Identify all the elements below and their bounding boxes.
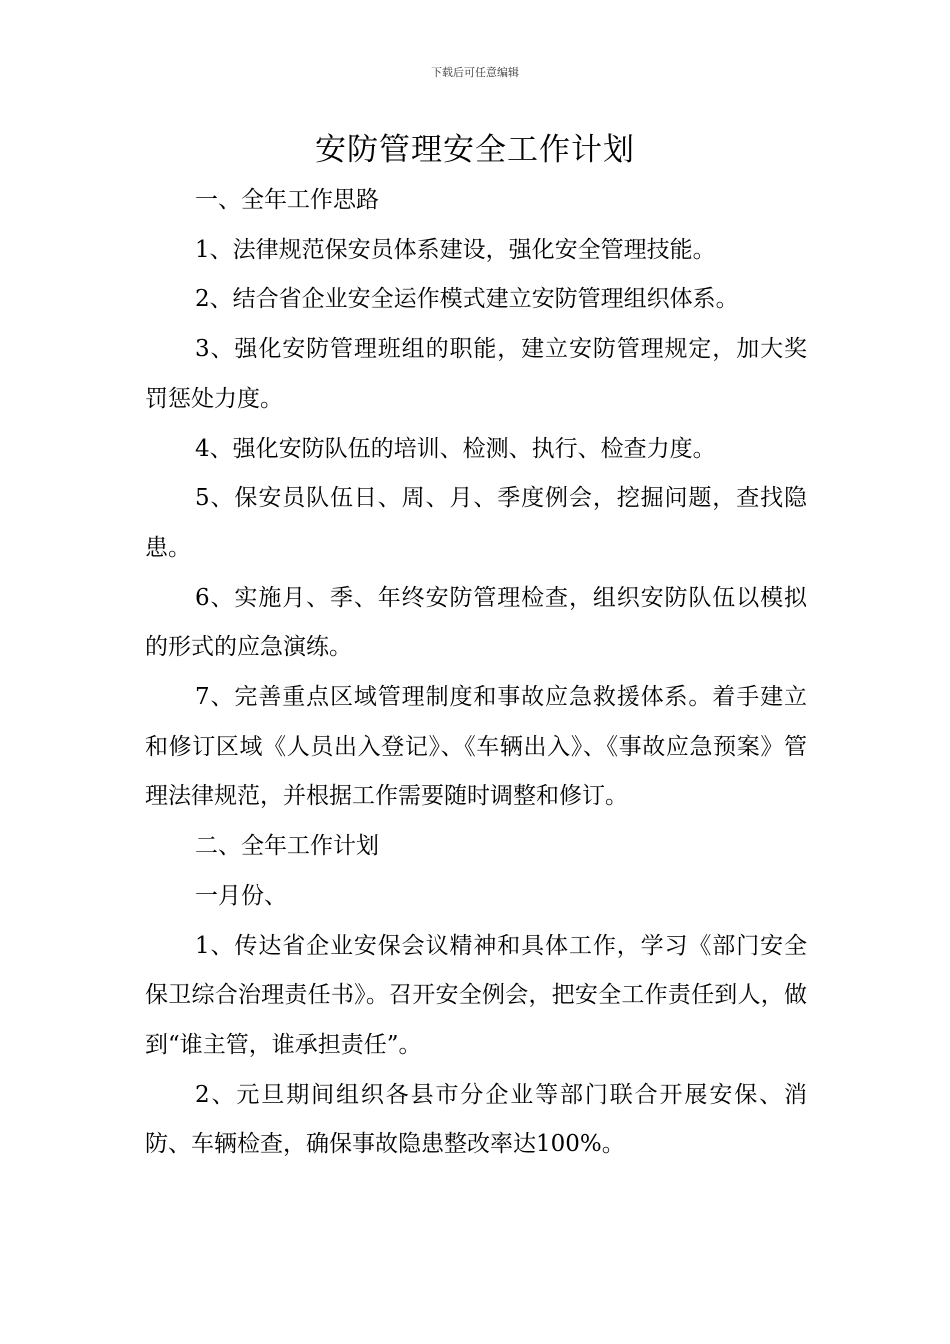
paragraph-section-heading-2: 二、全年工作计划 <box>195 833 379 860</box>
header-note: 下载后可任意编辑 <box>431 66 519 79</box>
paragraph-item-3: 3、强化安防管理班组的职能，建立安防管理规定，加大奖罚惩处力度。 <box>145 336 807 412</box>
paragraph-item-4: 4、强化安防队伍的培训、检测、执行、检查力度。 <box>195 435 716 462</box>
paragraph-section-heading-1: 一、全年工作思路 <box>195 187 379 213</box>
document-title: 安防管理安全工作计划 <box>315 132 635 168</box>
paragraph-item-1: 1、法律规范保安员体系建设，强化安全管理技能。 <box>195 236 716 263</box>
paragraph-item-7: 7、完善重点区域管理制度和事故应急救援体系。着手建立和修订区域《人员出入登记》、《车辆出入》、《事故应急预案》管理法律规范，并根据工作需要随时调整和修订。 <box>145 684 807 810</box>
paragraph-january-item-1: 1、传达省企业安保会议精神和具体工作，学习《部门安全保卫综合治理责任书》。召开安全例会，把安全工作责任到人，做到“谁主管，谁承担责任”。 <box>145 932 807 1058</box>
paragraph-month-heading: 一月份、 <box>195 882 287 909</box>
paragraph-item-2: 2、结合省企业安全运作模式建立安防管理组织体系。 <box>195 286 739 313</box>
document-body <box>145 176 807 1170</box>
paragraph-item-6: 6、实施月、季、年终安防管理检查，组织安防队伍以模拟的形式的应急演练。 <box>145 584 807 661</box>
paragraph-item-5: 5、保安员队伍日、周、月、季度例会，挖掘问题，查找隐患。 <box>145 485 807 561</box>
paragraph-january-item-2: 2、元旦期间组织各县市分企业等部门联合开展安保、消防、车辆检查，确保事故隐患整改率达100%。 <box>145 1081 807 1158</box>
